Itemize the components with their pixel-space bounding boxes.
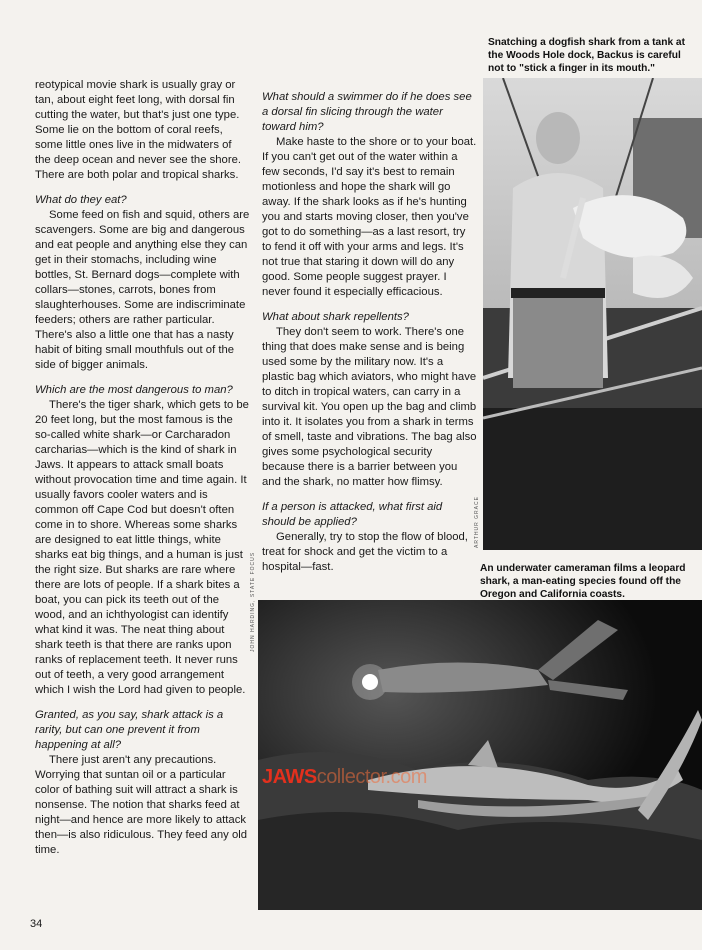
paragraph: reotypical movie shark is usually gray or tan, about eight feet long, with dorsal fin cutting the water, but that's just one type. Some lie on the bottom of coral reefs, some little ones live in the midwaters of the deep ocean and never see the shore. There are both polar and tropical sharks.	[35, 79, 242, 181]
article-column-2	[262, 80, 477, 575]
paragraph: There's the tiger shark, which gets to be 20 feet long, but the most famous is the so-called white shark—or Carcharadon carcharias—which is the kind of shark in Jaws. It appears to attack small boats without provocation time and time again. It usually favors cooler waters and is common off Cape Cod but doesn't often come in to shore. Whereas some sharks are designed to eat little things, white sharks eat big things, and a human is just the right size. But sharks are rare where there are lots of people. If a shark bites a boat, you can pick its teeth out of the wood, and an ichthyologist can identify what kind it was. The neat thing about shark teeth is that there are ranks upon ranks of replacement teeth. It never runs out of teeth, a very good arrangement which I wish the Lord had given to people.	[35, 399, 249, 696]
photo-caption-top: Snatching a dogfish shark from a tank at the Woods Hole dock, Backus is careful not to "stick a finger in its mouth."	[488, 37, 685, 74]
paragraph: They don't seem to work. There's one thing that does make sense and is being used some by the military now. It's a plastic bag which aviators, who might have to ditch in tropical waters, can carry in a survival kit. You open up the bag and climb into it. It isolates you from a shark in terms of smell, taste and vibrations. The bag also gives some psychological security because there is a barrier between you and the shark, no matter how flimsy.	[262, 326, 477, 488]
watermark-brand: JAWS	[262, 766, 317, 788]
page-number: 34	[30, 918, 43, 930]
photo-man-holding-shark	[483, 78, 702, 550]
interview-question: If a person is attacked, what first aid should be applied?	[262, 501, 443, 528]
paragraph: Make haste to the shore or to your boat. If you can't get out of the water within a few seconds, I'd say it's best to remain motionless and hope the shark will go away. If the shark looks as if he's hunting you and starts moving closer, then you've got to do something—as a last resort, try to fend it off with your arms and legs. It's not true that staring it down will do any good. Some people suggest prayer. I never found it especially efficacious.	[262, 136, 477, 298]
watermark	[262, 766, 427, 789]
interview-question: Which are the most dangerous to man?	[35, 384, 233, 396]
interview-question: What about shark repellents?	[262, 311, 409, 323]
paragraph: There just aren't any precautions. Worrying that suntan oil or a particular color of bathing suit will attract a shark is nonsense. The notion that sharks feed at night—and hence are more likely to attack then—is also ridiculous. They feed any old time.	[35, 754, 248, 856]
paragraph: Some feed on fish and squid, others are scavengers. Some are big and dangerous and eat people and anything else they can get in their stomachs, including wine bottles, St. Bernard dogs—complete with collars—stones, carrots, bones from slaughterhouses. Some are indiscriminate feeders; others are rather particular. There's also a little one that has a nasty habit of biting small mouthfuls out of the side of bigger animals.	[35, 209, 250, 371]
photo-underwater-diver	[258, 600, 702, 910]
photo-illustration	[258, 600, 702, 910]
interview-question: What should a swimmer do if he does see a dorsal fin slicing through the water toward him?	[262, 91, 472, 133]
article-column-1	[35, 78, 250, 858]
photo-caption-bottom: An underwater cameraman films a leopard shark, a man-eating species found off the Oregon and California coasts.	[480, 563, 686, 600]
photo-credit: JOHN HARDING, STATE FOCUS	[250, 551, 256, 652]
photo-credit: ARTHUR GRACE	[474, 496, 480, 548]
photo-illustration	[483, 78, 702, 550]
interview-question: What do they eat?	[35, 194, 127, 206]
interview-question: Granted, as you say, shark attack is a rarity, but can one prevent it from happening at all?	[35, 709, 224, 751]
paragraph: Generally, try to stop the flow of blood, treat for shock and get the victim to a hospital—fast.	[262, 531, 468, 573]
watermark-site: collector.com	[316, 766, 427, 788]
